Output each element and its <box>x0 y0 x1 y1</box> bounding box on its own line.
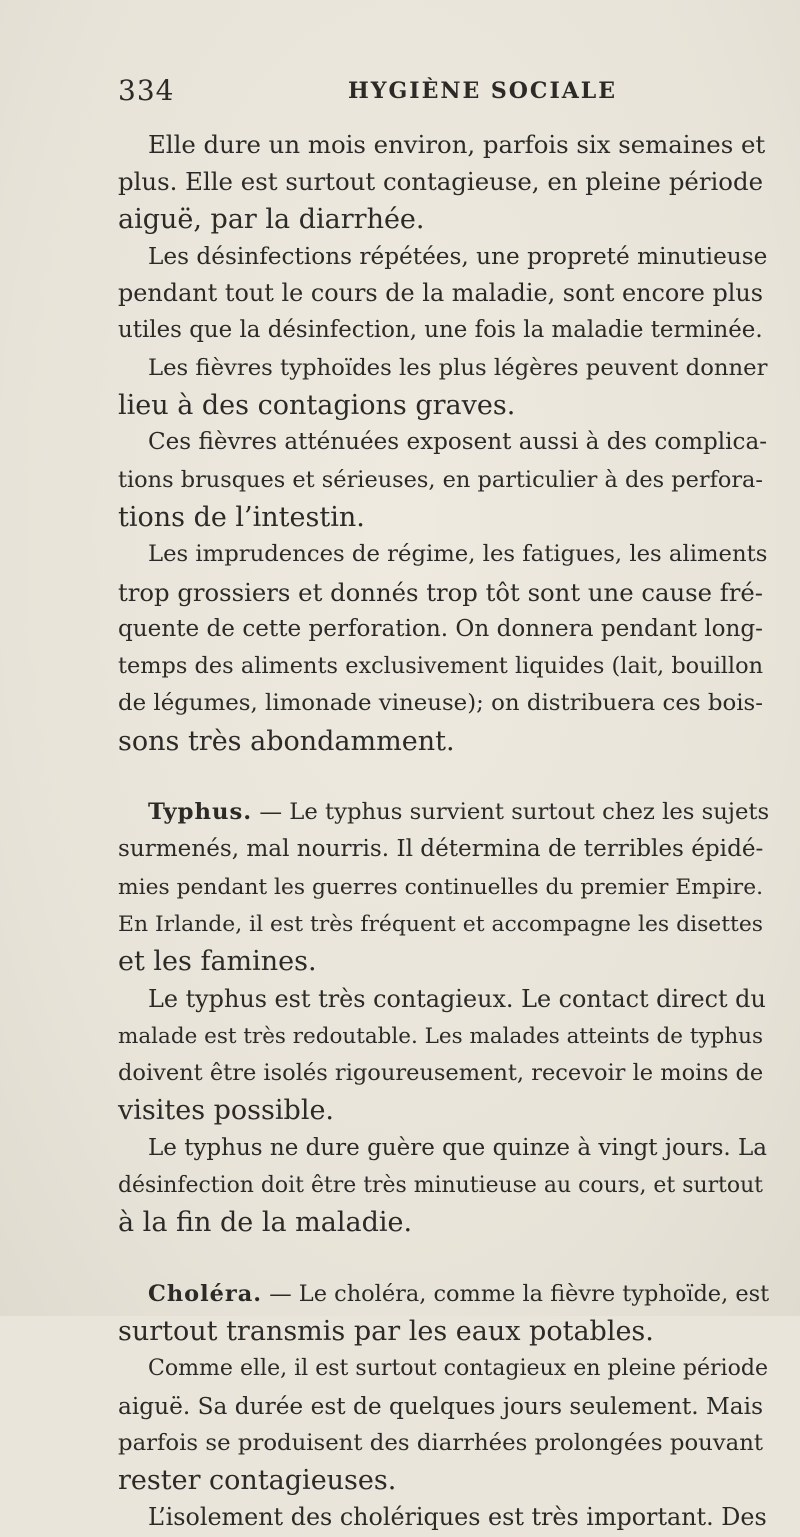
text-line: surtout transmis par les eaux potables. <box>118 1315 654 1347</box>
text-line: temps des aliments exclusivement liquides (lait, bouillon <box>118 653 763 680</box>
text-fragment: — Le choléra, comme la fièvre typhoïde, est <box>262 1280 770 1307</box>
text-line: sons très abondamment. <box>118 725 455 757</box>
text-line: Ces fièvres atténuées exposent aussi à des complica- <box>148 429 767 456</box>
text-line: désinfection doit être très minutieuse au cours, et surtout <box>118 1173 763 1199</box>
text-line: quente de cette perforation. On donnera pendant long- <box>118 615 763 642</box>
text-line: mies pendant les guerres continuelles du premier Empire. <box>118 874 763 900</box>
text-fragment: — Le typhus survient surtout chez les sujets <box>252 799 770 826</box>
section-gap <box>118 1242 763 1276</box>
text-line: et les famines. <box>118 946 317 978</box>
text-line: tions de l’intestin. <box>118 501 365 533</box>
text-line: Les imprudences de régime, les fatigues, les aliments <box>148 541 768 568</box>
section-first-line <box>118 1276 770 1313</box>
text-line: malade est très redoutable. Les malades atteints de typhus <box>118 1023 763 1049</box>
text-line: Elle dure un mois environ, parfois six semaines et <box>148 130 766 159</box>
text-line: surmenés, mal nourris. Il détermina de terribles épidé- <box>118 836 764 863</box>
text-line: tions brusques et sérieuses, en particulier à des perfora- <box>118 466 763 493</box>
text-line: Les désinfections répétées, une propreté minutieuse <box>148 242 768 270</box>
text-line: parfois se produisent des diarrhées prolongées pouvant <box>118 1429 763 1456</box>
text-line: aiguë, par la diarrhée. <box>118 203 425 235</box>
text-line: doivent être isolés rigoureusement, recevoir le moins de <box>118 1060 764 1087</box>
section-gap <box>118 760 763 794</box>
text-line: trop grossiers et donnés trop tôt sont une cause fré- <box>118 577 763 607</box>
running-head: HYGIÈNE SOCIALE <box>348 78 618 104</box>
section-heading-typhus: Typhus. <box>148 799 253 826</box>
text-line: L’isolement des cholériques est très important. Des <box>148 1503 767 1532</box>
section-first-line <box>118 794 770 831</box>
text-line: lieu à des contagions graves. <box>118 390 516 422</box>
text-line: utiles que la désinfection, une fois la maladie terminée. <box>118 317 763 344</box>
text-line: à la fin de la maladie. <box>118 1207 413 1239</box>
page-number: 334 <box>118 74 175 107</box>
body-text <box>118 126 770 1537</box>
text-line: rester contagieuses. <box>118 1465 397 1497</box>
text-line: Comme elle, il est surtout contagieux en pleine période <box>148 1356 769 1382</box>
section-heading-cholera: Choléra. <box>148 1280 263 1307</box>
text-line: de légumes, limonade vineuse); on distribuera ces bois- <box>118 690 763 717</box>
text-line: plus. Elle est surtout contagieuse, en pleine période <box>118 167 763 197</box>
page-header <box>118 74 758 114</box>
text-line: En Irlande, il est très fréquent et accompagne les disettes <box>118 911 763 937</box>
text-line: aiguë. Sa durée est de quelques jours seulement. Mais <box>118 1392 763 1420</box>
text-line: Les fièvres typhoïdes les plus légères peuvent donner <box>148 354 768 381</box>
text-line: visites possible. <box>118 1095 335 1127</box>
text-line: Le typhus ne dure guère que quinze à vingt jours. La <box>148 1134 768 1161</box>
text-line: Le typhus est très contagieux. Le contact direct du <box>148 984 766 1013</box>
text-line: pendant tout le cours de la maladie, sont encore plus <box>118 279 763 308</box>
